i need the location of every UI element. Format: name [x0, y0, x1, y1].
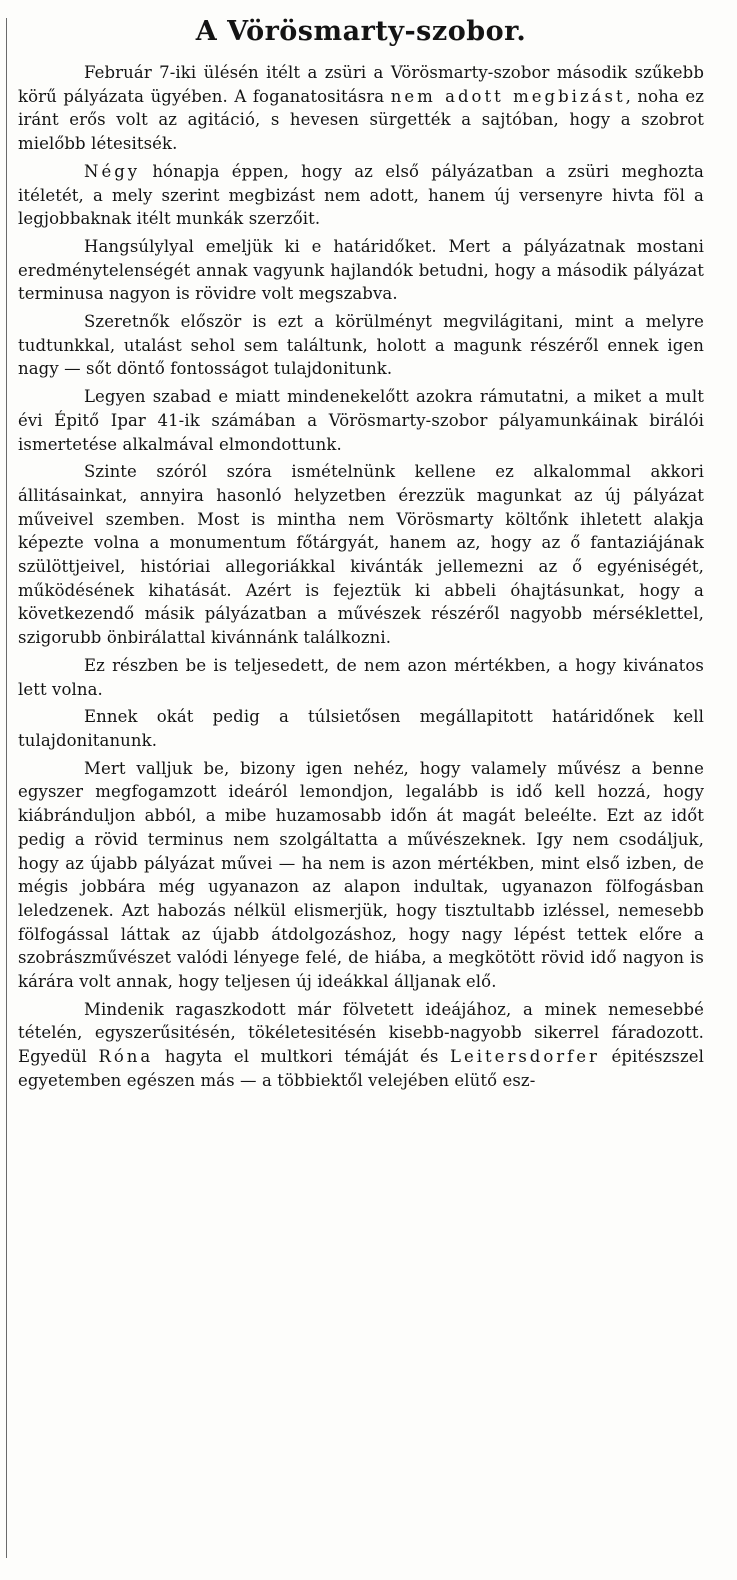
paragraph-6: [18, 460, 704, 650]
paragraph-text: Szeretnők először is ezt a körülményt megvilágitani, mint a melyre tudtunkkal, utalást sehol sem találtunk, holott a magunk részéről ennek igen nagy — sőt döntő fontosságot tulajdonitunk.: [18, 312, 704, 379]
paragraph-text: Mert valljuk be, bizony igen nehéz, hogy valamely művész a benne egyszer megfogamzott ideáról lemondjon, legalább is idő kell hozzá, hogy kiábránduljon abból, a mibe huzamosabb időn át magát beleélte. Ezt az időt pedig a rövid terminus nem szolgáltatta a művészeknek. Igy nem csodáljuk, hogy az újabb pályázat művei — ha nem is azon mértékben, mint első izben, de mégis jobbára még ugyanazon az alapon indultak, ugyanazon fölfogásban leledzenek. Azt habozás nélkül elismerjük, hogy tisztultabb izléssel, nemesebb fölfogással láttak az újabb átdolgozáshoz, hogy nagy lépést tettek előre a szobrászművészet valódi lényege felé, de hiába, a megkötött rövid idő nagyon is kárára volt annak, hogy teljesen új ideákkal álljanak elő.: [18, 758, 704, 992]
paragraph-4: [18, 310, 704, 381]
paragraph-3: [18, 235, 704, 306]
paragraph-text: Ez részben be is teljesedett, de nem azon mértékben, a hogy kivánatos lett volna.: [18, 655, 704, 699]
spaced-emphasis: Négy: [84, 161, 141, 181]
paragraph-text: Mindenik ragaszkodott már fölvetett ideájához, a minek nemesebbé tételén, egyszerűsitésén, tökéletesitésén kisebb-nagyobb sikerrel fáradozott. Egyedül: [18, 999, 704, 1067]
paragraph-text: épitészszel egyetemben egészen más — a többiektől velejében elütő esz-: [18, 1047, 704, 1090]
margin-rule: [6, 18, 7, 1558]
paragraph-text: hagyta el multkori témáját és: [153, 1047, 451, 1067]
paragraph-text: , noha ez iránt erős volt az agitáció, s hevesen sürgették a sajtóban, hogy a szobrot mielőbb létesitsék.: [18, 86, 705, 154]
spaced-emphasis: Róna: [98, 1047, 154, 1067]
article: [18, 18, 704, 1097]
paragraph-5: [18, 385, 704, 456]
spaced-emphasis: Leitersdorfer: [450, 1047, 600, 1067]
paragraph-text: Hangsúlylyal emeljük ki e határidőket. Mert a pályázatnak mostani eredménytelenségét annak vagyunk hajlandók betudni, hogy a második pályázat terminusa nagyon is rövidre volt megszabva.: [18, 236, 704, 304]
paragraph-7: [18, 654, 704, 701]
paragraph-9: [18, 757, 704, 994]
paragraph-text: Február 7-iki ülésén itélt a zsüri a Vörösmarty-szobor második szűkebb körű pályázata ügyében. A foganatositásra: [18, 63, 704, 106]
paragraph-2: [18, 160, 704, 231]
paragraph-text: Szinte szóról szóra ismételnünk kellene ez alkalommal akkori állitásainkat, annyira hasonló helyzetben érezzük magunkat az új pályázat műveivel szemben. Most is mintha nem Vörösmarty költőnk ihletett alakja képezte volna a monumentum főtárgyát, hanem az, hogy az ő fantaziájának szülöttjeivel, históriai allegoriákkal kivánták jellemezni az ő egyéniségét, működésének kihatását. Azért is fejeztük ki abbeli óhajtásunkat, hogy a következendő másik pályázatban a művészek részéről nagyobb mérséklettel, szigorubb önbirálattal kivánnánk találkozni.: [18, 462, 704, 648]
spaced-emphasis: nem adott megbizást: [390, 86, 626, 106]
paragraph-text: Legyen szabad e miatt mindenekelőtt azokra rámutatni, a miket a mult évi Épitő Ipar 41-ik számában a Vörösmarty-szobor pályamunkáinak birálói ismertetése alkalmával elmondottunk.: [18, 387, 704, 454]
paragraph-10: [18, 998, 704, 1093]
paragraph-text: hónapja éppen, hogy az első pályázatban a zsüri meghozta itéletét, a mely szerint megbizást nem adott, hanem új versenyre hivta föl a legjobbaknak itélt munkák szerzőit.: [18, 161, 704, 229]
paragraph-1: [18, 61, 704, 156]
article-title: A Vörösmarty-szobor.: [195, 16, 527, 47]
paragraph-8: [18, 705, 704, 752]
paragraph-text: Ennek okát pedig a túlsietősen megállapitott határidőnek kell tulajdonitanunk.: [18, 707, 704, 750]
article-body: [18, 61, 704, 1093]
